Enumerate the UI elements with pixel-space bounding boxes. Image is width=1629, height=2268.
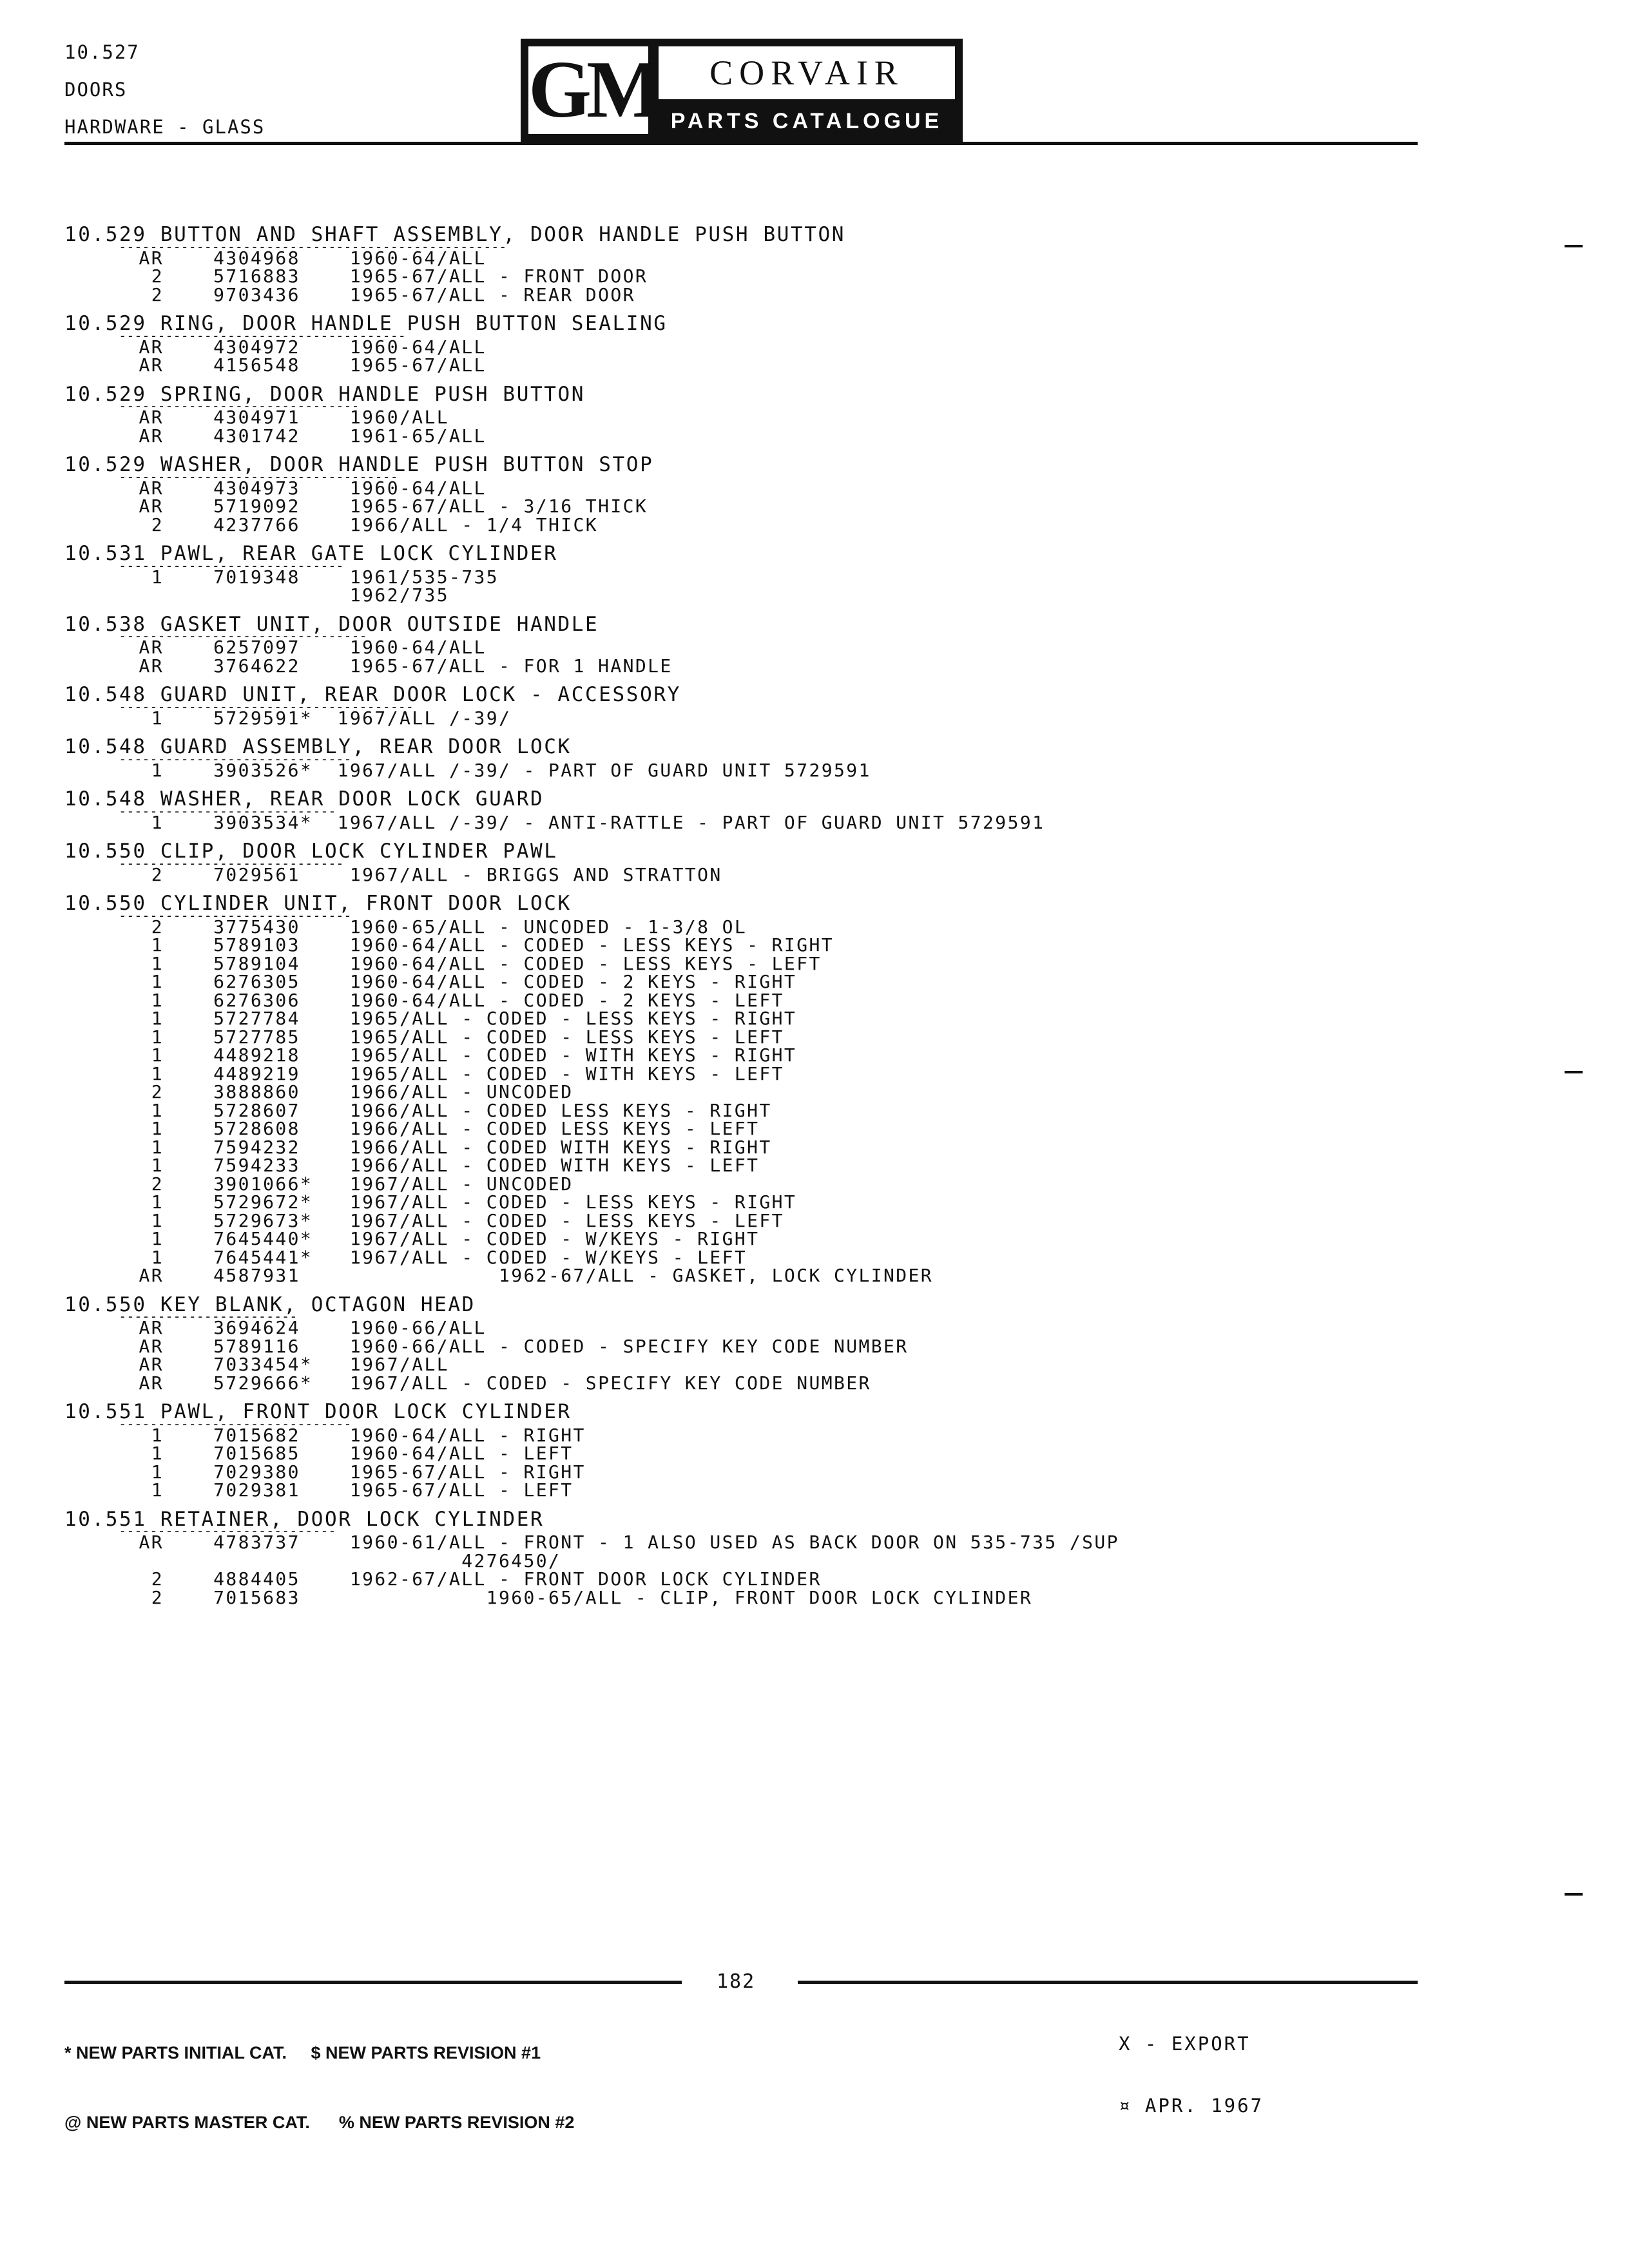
- margin-mark: [1565, 1893, 1583, 1896]
- part-row: 1 5727785 1965/ALL - CODED - LESS KEYS - LEFT: [64, 1026, 784, 1048]
- part-row: AR 4301742 1961-65/ALL: [64, 425, 487, 447]
- logo-subtitle: PARTS CATALOGUE: [670, 109, 943, 133]
- part-row: 2 3888860 1966/ALL - UNCODED: [64, 1081, 574, 1102]
- part-heading: 10.551 PAWL, FRONT DOOR LOCK CYLINDER: [64, 1400, 572, 1423]
- part-row: AR 4304971 1960/ALL: [64, 407, 449, 428]
- part-heading: 10.551 RETAINER, DOOR LOCK CYLINDER: [64, 1507, 545, 1531]
- part-row: 1 7029380 1965-67/ALL - RIGHT: [64, 1461, 586, 1483]
- part-heading: 10.529 SPRING, DOOR HANDLE PUSH BUTTON: [64, 382, 586, 406]
- part-heading: 10.550 KEY BLANK, OCTAGON HEAD: [64, 1293, 476, 1316]
- part-heading: 10.531 PAWL, REAR GATE LOCK CYLINDER: [64, 542, 558, 565]
- part-row: 1 7645441* 1967/ALL - CODED - W/KEYS - LEFT: [64, 1246, 747, 1268]
- part-row: AR 6257097 1960-64/ALL: [64, 637, 487, 658]
- part-heading: 10.548 WASHER, REAR DOOR LOCK GUARD: [64, 787, 545, 811]
- section-number: 10.527: [64, 41, 140, 63]
- part-row: 1 7015682 1960-64/ALL - RIGHT: [64, 1424, 586, 1446]
- export-note: X - EXPORT: [1119, 2033, 1251, 2055]
- footer-rule-left: [64, 1981, 682, 1984]
- part-heading: 10.550 CYLINDER UNIT, FRONT DOOR LOCK: [64, 892, 572, 915]
- part-row: 2 9703436 1965-67/ALL - REAR DOOR: [64, 284, 635, 305]
- part-row: 1 5729673* 1967/ALL - CODED - LESS KEYS - LEFT: [64, 1209, 784, 1231]
- part-row: 1 7594232 1966/ALL - CODED WITH KEYS - RIGHT: [64, 1136, 772, 1158]
- part-row: 1 6276305 1960-64/ALL - CODED - 2 KEYS - RIGHT: [64, 971, 797, 992]
- part-row: AR 3764622 1965-67/ALL - FOR 1 HANDLE: [64, 655, 673, 677]
- part-row: 1 3903526* 1967/ALL /-39/ - PART OF GUARD UNIT 5729591: [64, 759, 871, 781]
- part-row: 1 5789104 1960-64/ALL - CODED - LESS KEYS - LEFT: [64, 952, 822, 974]
- part-row: AR 3694624 1960-66/ALL: [64, 1317, 487, 1338]
- section-subgroup: HARDWARE - GLASS: [64, 116, 265, 138]
- logo-title: CORVAIR: [659, 46, 955, 99]
- part-heading: 10.548 GUARD ASSEMBLY, REAR DOOR LOCK: [64, 735, 572, 758]
- part-row: AR 7033454* 1967/ALL: [64, 1354, 449, 1375]
- part-row: 1 6276306 1960-64/ALL - CODED - 2 KEYS - LEFT: [64, 989, 784, 1011]
- part-row: 1 7029381 1965-67/ALL - LEFT: [64, 1479, 574, 1501]
- part-row: 2 7029561 1967/ALL - BRIGGS AND STRATTON: [64, 863, 722, 885]
- part-row: 2 3775430 1960-65/ALL - UNCODED - 1-3/8 OL: [64, 916, 747, 937]
- part-row: 1962/735: [64, 584, 449, 606]
- part-heading: 10.550 CLIP, DOOR LOCK CYLINDER PAWL: [64, 840, 558, 863]
- part-row: 1 4489218 1965/ALL - CODED - WITH KEYS - RIGHT: [64, 1044, 797, 1066]
- part-row: 1 5729591* 1967/ALL /-39/: [64, 707, 512, 729]
- part-row: 2 4237766 1966/ALL - 1/4 THICK: [64, 514, 599, 535]
- part-row: AR 5789116 1960-66/ALL - CODED - SPECIFY KEY CODE NUMBER: [64, 1335, 909, 1357]
- part-row: AR 4587931 1962-67/ALL - GASKET, LOCK CYLINDER: [64, 1265, 934, 1286]
- footer-notes: [1119, 1992, 1264, 2137]
- catalog-date: ¤ APR. 1967: [1119, 2095, 1264, 2117]
- part-row: 1 7645440* 1967/ALL - CODED - W/KEYS - RIGHT: [64, 1228, 760, 1249]
- section-group: DOORS: [64, 79, 128, 101]
- part-row: 2 3901066* 1967/ALL - UNCODED: [64, 1173, 574, 1195]
- part-row: 1 5789103 1960-64/ALL - CODED - LESS KEYS - RIGHT: [64, 934, 834, 956]
- part-row: AR 4304968 1960-64/ALL: [64, 247, 487, 269]
- parts-listing: [64, 223, 1482, 1608]
- part-row: 2 5716883 1965-67/ALL - FRONT DOOR: [64, 265, 648, 287]
- gm-corvair-logo: [521, 39, 963, 142]
- page-number: 182: [717, 1970, 756, 1993]
- part-row: AR 4156548 1965-67/ALL: [64, 354, 487, 376]
- part-row: 1 7594233 1966/ALL - CODED WITH KEYS - LEFT: [64, 1155, 760, 1176]
- margin-mark: [1565, 245, 1583, 247]
- part-row: 1 4489219 1965/ALL - CODED - WITH KEYS - LEFT: [64, 1062, 784, 1084]
- margin-mark: [1565, 1071, 1583, 1073]
- part-row: AR 4783737 1960-61/ALL - FRONT - 1 ALSO USED AS BACK DOOR ON 535-735 /SUP: [64, 1532, 1119, 1553]
- part-row: 1 7019348 1961/535-735: [64, 566, 499, 588]
- part-row: 1 5727784 1965/ALL - CODED - LESS KEYS - RIGHT: [64, 1008, 797, 1029]
- part-row: AR 4304973 1960-64/ALL: [64, 477, 487, 499]
- part-heading: 10.529 RING, DOOR HANDLE PUSH BUTTON SEALING: [64, 312, 668, 335]
- part-row: AR 5729666* 1967/ALL - CODED - SPECIFY KEY CODE NUMBER: [64, 1372, 871, 1394]
- part-row: 2 7015683 1960-65/ALL - CLIP, FRONT DOOR LOCK CYLINDER: [64, 1586, 1033, 1608]
- part-row: 1 5728607 1966/ALL - CODED LESS KEYS - RIGHT: [64, 1099, 772, 1121]
- part-row: 1 5728608 1966/ALL - CODED LESS KEYS - LEFT: [64, 1118, 760, 1139]
- legend-line-1: * NEW PARTS INITIAL CAT. $ NEW PARTS REVISION #1: [64, 2043, 541, 2062]
- footer-rule-right: [798, 1981, 1418, 1984]
- part-row: 1 7015685 1960-64/ALL - LEFT: [64, 1443, 574, 1464]
- legend-line-2: @ NEW PARTS MASTER CAT. % NEW PARTS REVISION #2: [64, 2113, 575, 2132]
- header-rule: [64, 142, 1418, 145]
- footer-legend: [64, 1995, 574, 2157]
- part-row: 2 4884405 1962-67/ALL - FRONT DOOR LOCK CYLINDER: [64, 1568, 822, 1590]
- part-row: 1 5729672* 1967/ALL - CODED - LESS KEYS - RIGHT: [64, 1191, 797, 1213]
- section-header: [64, 34, 265, 146]
- part-row: AR 4304972 1960-64/ALL: [64, 336, 487, 358]
- gm-logo-mark: GM: [528, 45, 658, 135]
- part-heading: 10.529 WASHER, DOOR HANDLE PUSH BUTTON STOP: [64, 453, 654, 476]
- part-row: 4276450/: [64, 1550, 561, 1571]
- part-heading: 10.538 GASKET UNIT, DOOR OUTSIDE HANDLE: [64, 612, 599, 636]
- part-row: 1 3903534* 1967/ALL /-39/ - ANTI-RATTLE - PART OF GUARD UNIT 5729591: [64, 811, 1045, 833]
- part-heading: 10.529 BUTTON AND SHAFT ASSEMBLY, DOOR HANDLE PUSH BUTTON: [64, 223, 846, 246]
- part-heading: 10.548 GUARD UNIT, REAR DOOR LOCK - ACCESSORY: [64, 683, 681, 706]
- part-row: AR 5719092 1965-67/ALL - 3/16 THICK: [64, 495, 648, 517]
